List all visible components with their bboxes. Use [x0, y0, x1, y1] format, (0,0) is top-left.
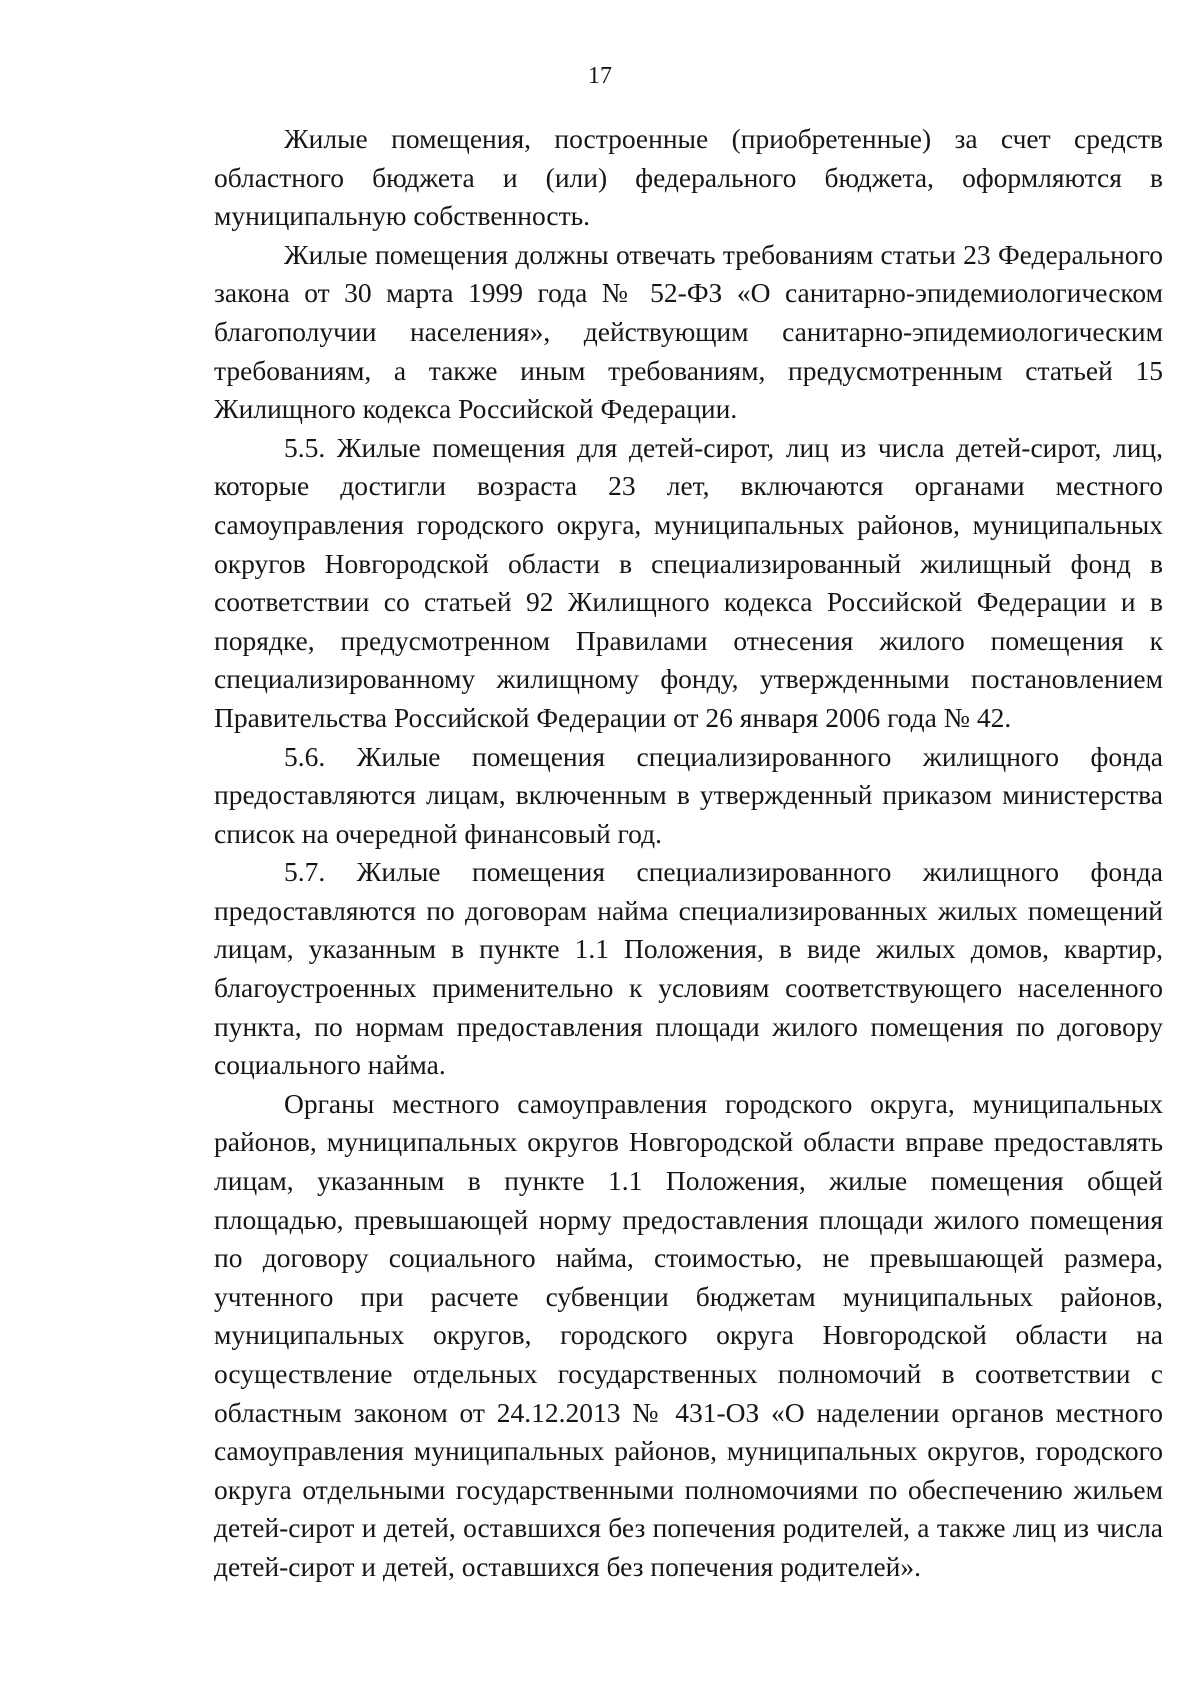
paragraph-clause-5-6: 5.6. Жилые помещения специализированного жилищного фонда предоставляются лицам, включенным в утвержденный приказом министерства список на очередной финансовый год.	[214, 740, 1163, 849]
paragraph-clause-5-5: 5.5. Жилые помещения для детей-сирот, лиц из числа детей-сирот, лиц, которые достигли возраста 23 лет, включаются органами местного самоуправления городского округа, муниципальных районов, муниципальных округов Новгородской области в специализированный жилищный фонд в соответствии со статьей 92 Жилищного кодекса Российской Федерации и в порядке, предусмотренном Правилами отнесения жилого помещения к специализированному жилищному фонду, утвержденными постановлением Правительства Российской Федерации от 26 января 2006 года № 42.	[214, 431, 1163, 733]
document-body	[214, 120, 1163, 1587]
paragraph-housing-requirements: Жилые помещения должны отвечать требованиям статьи 23 Федерального закона от 30 марта 1999 года № 52-ФЗ «О санитарно-эпидемиологическом благополучии населения», действующим санитарно-эпидемиологическим требованиям, а также иным требованиям, предусмотренным статьей 15 Жилищного кодекса Российской Федерации.	[214, 238, 1163, 425]
paragraph-local-authorities: Органы местного самоуправления городского округа, муниципальных районов, муниципальных округов Новгородской области вправе предоставлять лицам, указанным в пункте 1.1 Положения, жилые помещения общей площадью, превышающей норму предоставления площади жилого помещения по договору социального найма, стоимостью, не превышающей размера, учтенного при расчете субвенции бюджетам муниципальных районов, муниципальных округов, городского округа Новгородской области на осуществление отдельных государственных полномочий в соответствии с областным законом от 24.12.2013 № 431-ОЗ «О наделении органов местного самоуправления муниципальных районов, муниципальных округов, городского округа отдельными государственными полномочиями по обеспечению жильем детей-сирот и детей, оставшихся без попечения родителей, а также лиц из числа детей-сирот и детей, оставшихся без попечения родителей».	[214, 1087, 1163, 1582]
paragraph-clause-5-7: 5.7. Жилые помещения специализированного жилищного фонда предоставляются по договорам найма специализированных жилых помещений лицам, указанным в пункте 1.1 Положения, в виде жилых домов, квартир, благоустроенных применительно к условиям соответствующего населенного пункта, по нормам предоставления площади жилого помещения по договору социального найма.	[214, 856, 1163, 1081]
paragraph-housing-ownership: Жилые помещения, построенные (приобретенные) за счет средств областного бюджета и (или) федерального бюджета, оформляются в муниципальную собственность.	[214, 123, 1163, 232]
page-number: 17	[588, 63, 612, 89]
